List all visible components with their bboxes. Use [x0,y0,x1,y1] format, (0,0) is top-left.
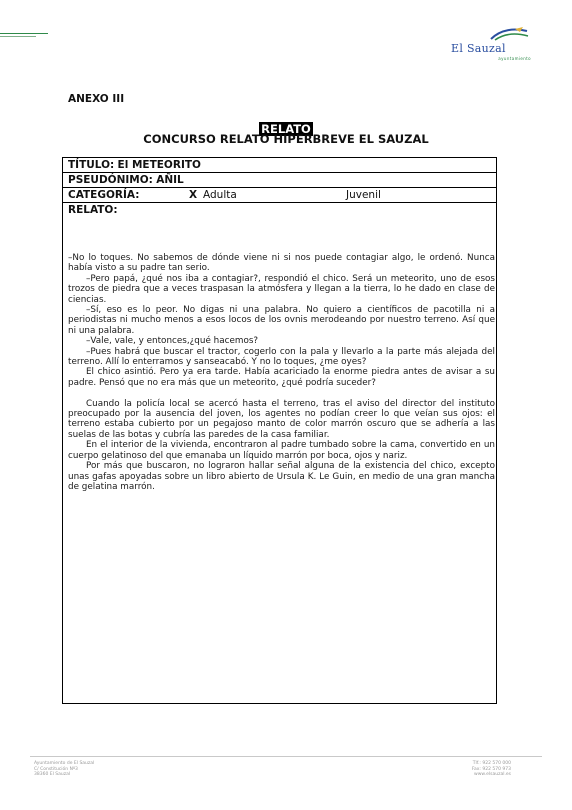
pseudonym-field-value: AÑIL [156,174,184,186]
story-paragraph: –Pues habrá que buscar el tractor, cogerlo con la pala y llevarlo a la parte más alejada del terreno. Allí lo enterramos y sanseacabó. Y no lo toques, ¿me oyes? [68,346,495,368]
story-paragraph: –Sí, eso es lo peor. No digas ni una palabra. No quiero a científicos de pacotilla ni a periodistas ni mucho menos a esos locos de los ovnis merodeando por nuestro terreno. Así que ni una palabra. [68,305,495,336]
story-paragraph: Por más que buscaron, no lograron hallar señal alguna de la existencia del chico, excepto unas gafas apoyadas sobre un libro abierto de Ursula K. Le Guin, en medio de una gran mancha de gelatina marrón. [68,461,495,492]
story-paragraph: Cuando la policía local se acercó hasta el terreno, tras el aviso del director del instituto preocupado por la ausencia del joven, los agentes no podían creer lo que veían sus ojos: el terreno estaba cubierto por un pegajoso manto de color marrón oscuro que se adhería a las suelas de las botas y cubría las paredes de la casa familiar. [68,398,495,440]
footer-address-line: C/ Constitución Nº3 [34,766,78,772]
form-row-pseudonym [63,173,496,188]
annex-label: ANEXO III [68,93,125,105]
el-sauzal-logo [449,27,531,67]
footer-address-line: Ayuntamiento de El Sauzal [34,761,95,766]
footer-phone: Tlf.: 922 570 000 [472,761,511,766]
category-selected-mark: X [189,189,198,201]
title-field-value: El METEORITO [117,159,201,171]
category-field-label: CATEGORÍA: [68,189,140,201]
page-title-text: RELATO [261,122,311,136]
footer-divider [30,756,542,757]
story-paragraph: –Pero papá, ¿qué nos iba a contagiar?, respondió el chico. Será un meteorito, uno de esos trozos de piedra que a veces traspasan la atmósfera y llegan a la tierra, lo he dado en clase de ciencias. [68,273,495,305]
footer-fax: Fax: 922 570 973 [471,766,511,772]
story-paragraph: –Vale, vale, y entonces,¿qué hacemos? [86,336,259,347]
story-paragraph: En el interior de la vivienda, encontraron al padre tumbado sobre la cama, convertido en un cuerpo gelatinoso del que emanaba un líquido marrón por boca, ojos y nariz. [68,440,495,461]
pseudonym-field-label: PSEUDÓNIMO: [68,174,153,186]
footer-address-line: 38360 El Sauzal [34,772,71,778]
category-option-youth: Juvenil [346,189,381,201]
logo-name: El Sauzal [451,42,506,55]
category-option-adult: Adulta [203,189,237,201]
logo-swoosh-icon [489,27,529,41]
header-decoration-lines [0,33,48,39]
form-row-title [63,158,496,173]
title-field-label: TÍTULO: [68,159,115,171]
story-text [68,253,495,492]
story-field-label: RELATO: [68,204,118,216]
footer-contact [453,761,511,778]
logo-subtitle: ayuntamiento [498,56,531,61]
footer-website: www.elsauzal.es [474,772,511,778]
footer-address [34,761,94,778]
form-row-category [63,188,496,203]
story-paragraph: –No lo toques. No sabemos de dónde viene ni si nos puede contagiar algo, le ordenó. Nunca había visto a su padre tan serio. [68,253,495,274]
contest-name: CONCURSO RELATO HIPERBREVE EL SAUZAL [143,132,429,146]
story-paragraph: El chico asintió. Pero ya era tarde. Había acariciado la enorme piedra antes de avisar a su padre. Pensó que no era más que un meteorito, ¿qué podría suceder? [68,367,495,388]
